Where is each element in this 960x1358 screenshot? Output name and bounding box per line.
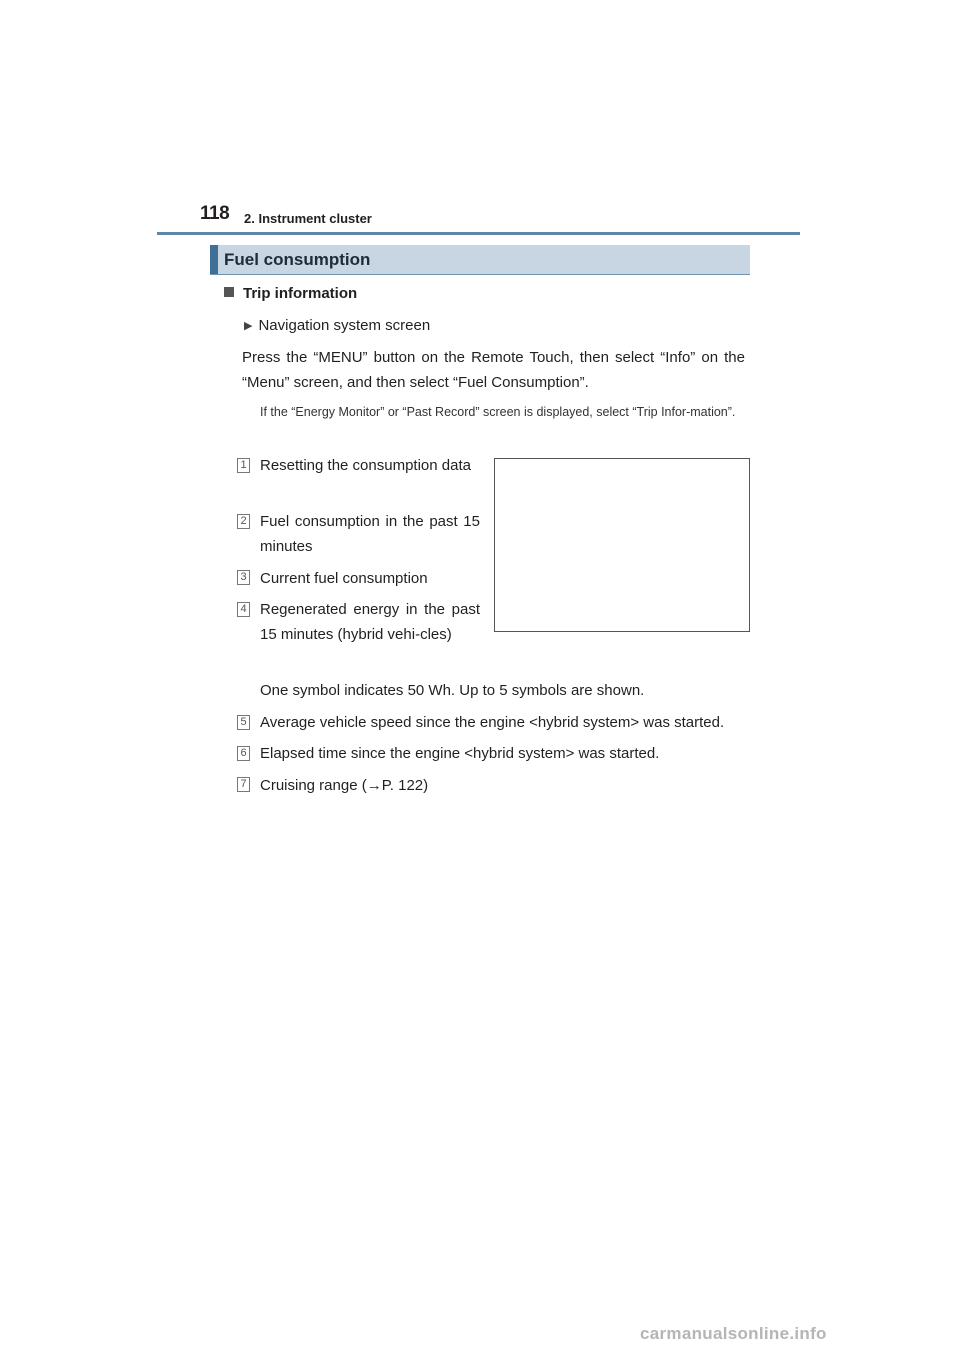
nav-subheading-text: Navigation system screen [258, 317, 431, 334]
note-paragraph: If the “Energy Monitor” or “Past Record” screen is displayed, select “Trip Infor-mation”. [260, 405, 736, 419]
item-6-number: 6 [237, 746, 250, 761]
item-7-number: 7 [237, 777, 250, 792]
instruction-paragraph: Press the “MENU” button on the Remote Touch, then select “Info” on the “Menu” screen, and then select “Fuel Consumption”. [242, 349, 745, 391]
item-2-text: Fuel consumption in the past 15 minutes [260, 513, 480, 555]
trip-heading [224, 285, 357, 302]
nav-subheading [244, 317, 430, 334]
item-4-text: Regenerated energy in the past 15 minutes (hybrid vehi-cles) [260, 601, 480, 643]
item-3-number: 3 [237, 570, 250, 585]
item-2-number: 2 [237, 514, 250, 529]
item-3-text: Current fuel consumption [260, 570, 428, 587]
watermark: carmanualsonline.info [640, 1324, 827, 1343]
item-5-number: 5 [237, 715, 250, 730]
item-1-number: 1 [237, 458, 250, 473]
page-number: 118 [200, 203, 230, 224]
chapter-title: 2. Instrument cluster [244, 211, 372, 226]
header-rule [157, 232, 800, 235]
section-bar [210, 245, 750, 275]
section-title: Fuel consumption [224, 250, 371, 269]
item-7-text: Cruising range (→P. 122) [260, 777, 429, 794]
item-6-text: Elapsed time since the engine <hybrid system> was started. [260, 745, 660, 762]
trip-heading-text: Trip information [243, 285, 358, 302]
square-bullet-icon [224, 287, 234, 297]
section-accent [210, 245, 218, 274]
item-4-detail: One symbol indicates 50 Wh. Up to 5 symbols are shown. [260, 682, 645, 699]
item-5-text: Average vehicle speed since the engine <hybrid system> was started. [260, 714, 725, 731]
triangle-bullet-icon: ▶ [244, 320, 253, 332]
screen-illustration [494, 458, 750, 632]
item-1-text: Resetting the consumption data [260, 457, 471, 474]
item-4-number: 4 [237, 602, 250, 617]
